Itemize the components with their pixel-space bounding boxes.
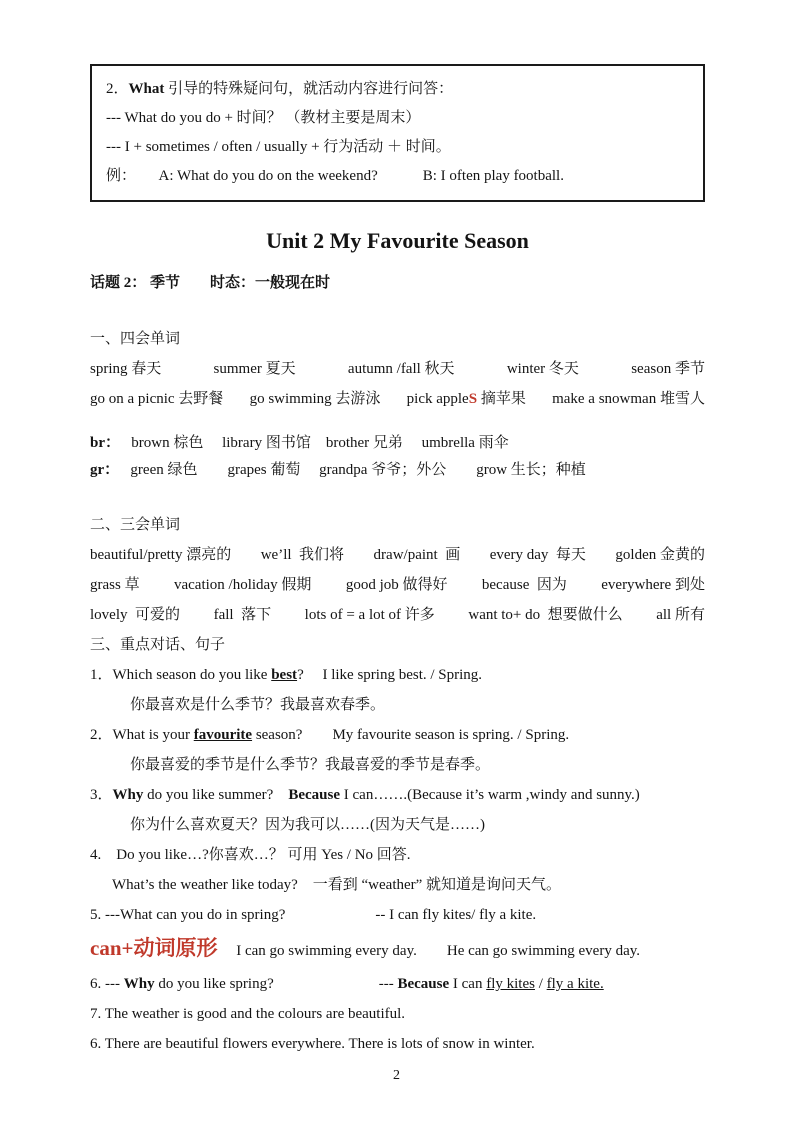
page-number: 2: [393, 1068, 400, 1083]
section2-heading: 二、三会单词: [90, 517, 181, 533]
vocab-item: go on a picnic 去野餐: [90, 391, 224, 407]
grammar-box-line: 2．What 引导的特殊疑问句，就活动内容进行问答：: [106, 81, 454, 97]
sentence-translation: 你为什么喜欢夏天？因为我可以……(因为天气是……): [130, 817, 485, 833]
vocab-item: draw/paint 画: [373, 547, 461, 563]
vocab-item: we’ll 我们将: [260, 547, 345, 563]
sentence-line: 3．Why do you like summer? Because I can…….(Because it’s warm ,windy and sunny.): [90, 787, 640, 803]
can-grammar-line: can+动词原形 I can go swimming every day. He can go swimming every day.: [90, 936, 641, 960]
sentence-line: 6. There are beautiful flowers everywhere. There is lots of snow in winter.: [90, 1036, 535, 1052]
vocab-item: lovely 可爱的: [90, 607, 180, 623]
vocab-item: winter 冬天: [506, 361, 579, 377]
vocab-item: fall 落下: [213, 607, 272, 623]
section3-heading: 三、重点对话、句子: [90, 637, 226, 653]
vocab-item: all 所有: [656, 607, 705, 623]
vocab-row: [90, 354, 705, 384]
vocab-item: grass 草: [90, 577, 140, 593]
vocab-item: lots of = a lot of 许多: [304, 607, 435, 623]
grammar-box-line: 例： A: What do you do on the weekend? B: I often play football.: [106, 168, 564, 184]
sentence-line: 6. --- Why do you like spring? --- Because I can fly kites / fly a kite.: [90, 976, 604, 992]
sentence-translation: 你最喜爱的季节是什么季节？我最喜爱的季节是春季。: [130, 757, 491, 773]
sentence-line: 2．What is your favourite season? My favourite season is spring. / Spring.: [90, 727, 570, 743]
vocab-item: go swimming 去游泳: [249, 391, 381, 407]
vocab-item: make a snowman 堆雪人: [552, 391, 705, 407]
vocab-row: [90, 540, 705, 570]
sentence-line: 7. The weather is good and the colours are beautiful.: [90, 1006, 406, 1022]
vocab-item: every day 每天: [489, 547, 586, 563]
sentence-line: 5. ---What can you do in spring? -- I can fly kites/ fly a kite.: [90, 907, 537, 923]
vocab-row: [90, 600, 705, 630]
vocab-item: golden 金黄的: [615, 547, 705, 563]
vocab-item: spring 春天: [90, 361, 162, 377]
vocab-row: [90, 570, 705, 600]
vocab-item: because 因为: [481, 577, 567, 593]
vocab-gr-row: gr： green 绿色 grapes 葡萄 grandpa 爷爷；外公 grow 生长；种植: [90, 462, 586, 478]
vocab-item: autumn /fall 秋天: [347, 361, 455, 377]
vocab-item: want to+ do 想要做什么: [468, 607, 623, 623]
sentence-line: 1．Which season do you like best? I like spring best. / Spring.: [90, 667, 483, 683]
section1-heading: 一、四会单词: [90, 331, 181, 347]
vocab-row: [90, 384, 705, 414]
vocab-item: vacation /holiday 假期: [173, 577, 312, 593]
vocab-item: everywhere 到处: [601, 577, 705, 593]
grammar-note-box: [90, 64, 705, 202]
vocab-br-row: br： brown 棕色 library 图书馆 brother 兄弟 umbrella 雨伞: [90, 435, 509, 451]
grammar-box-line: --- I + sometimes / often / usually + 行为活动 ＋ 时间。: [106, 139, 451, 155]
vocab-item: summer 夏天: [213, 361, 296, 377]
topic-tense-line: 话题 2： 季节 时态：一般现在时: [90, 275, 331, 291]
vocab-item: pick appleS 摘苹果: [406, 391, 526, 407]
unit-title: Unit 2 My Favourite Season: [266, 228, 529, 253]
sentence-line: 4. Do you like…?你喜欢…？ 可用 Yes / No 回答.: [90, 847, 411, 863]
vocab-item: season 季节: [631, 361, 705, 377]
vocab-item: beautiful/pretty 漂亮的: [90, 547, 232, 563]
grammar-box-line: --- What do you do + 时间？ （教材主要是周末）: [106, 110, 421, 126]
vocab-item: good job 做得好: [345, 577, 448, 593]
sentence-line: What’s the weather like today? 一看到 “weather” 就知道是询问天气。: [112, 877, 562, 893]
sentence-translation: 你最喜欢是什么季节？我最喜欢春季。: [130, 697, 386, 713]
